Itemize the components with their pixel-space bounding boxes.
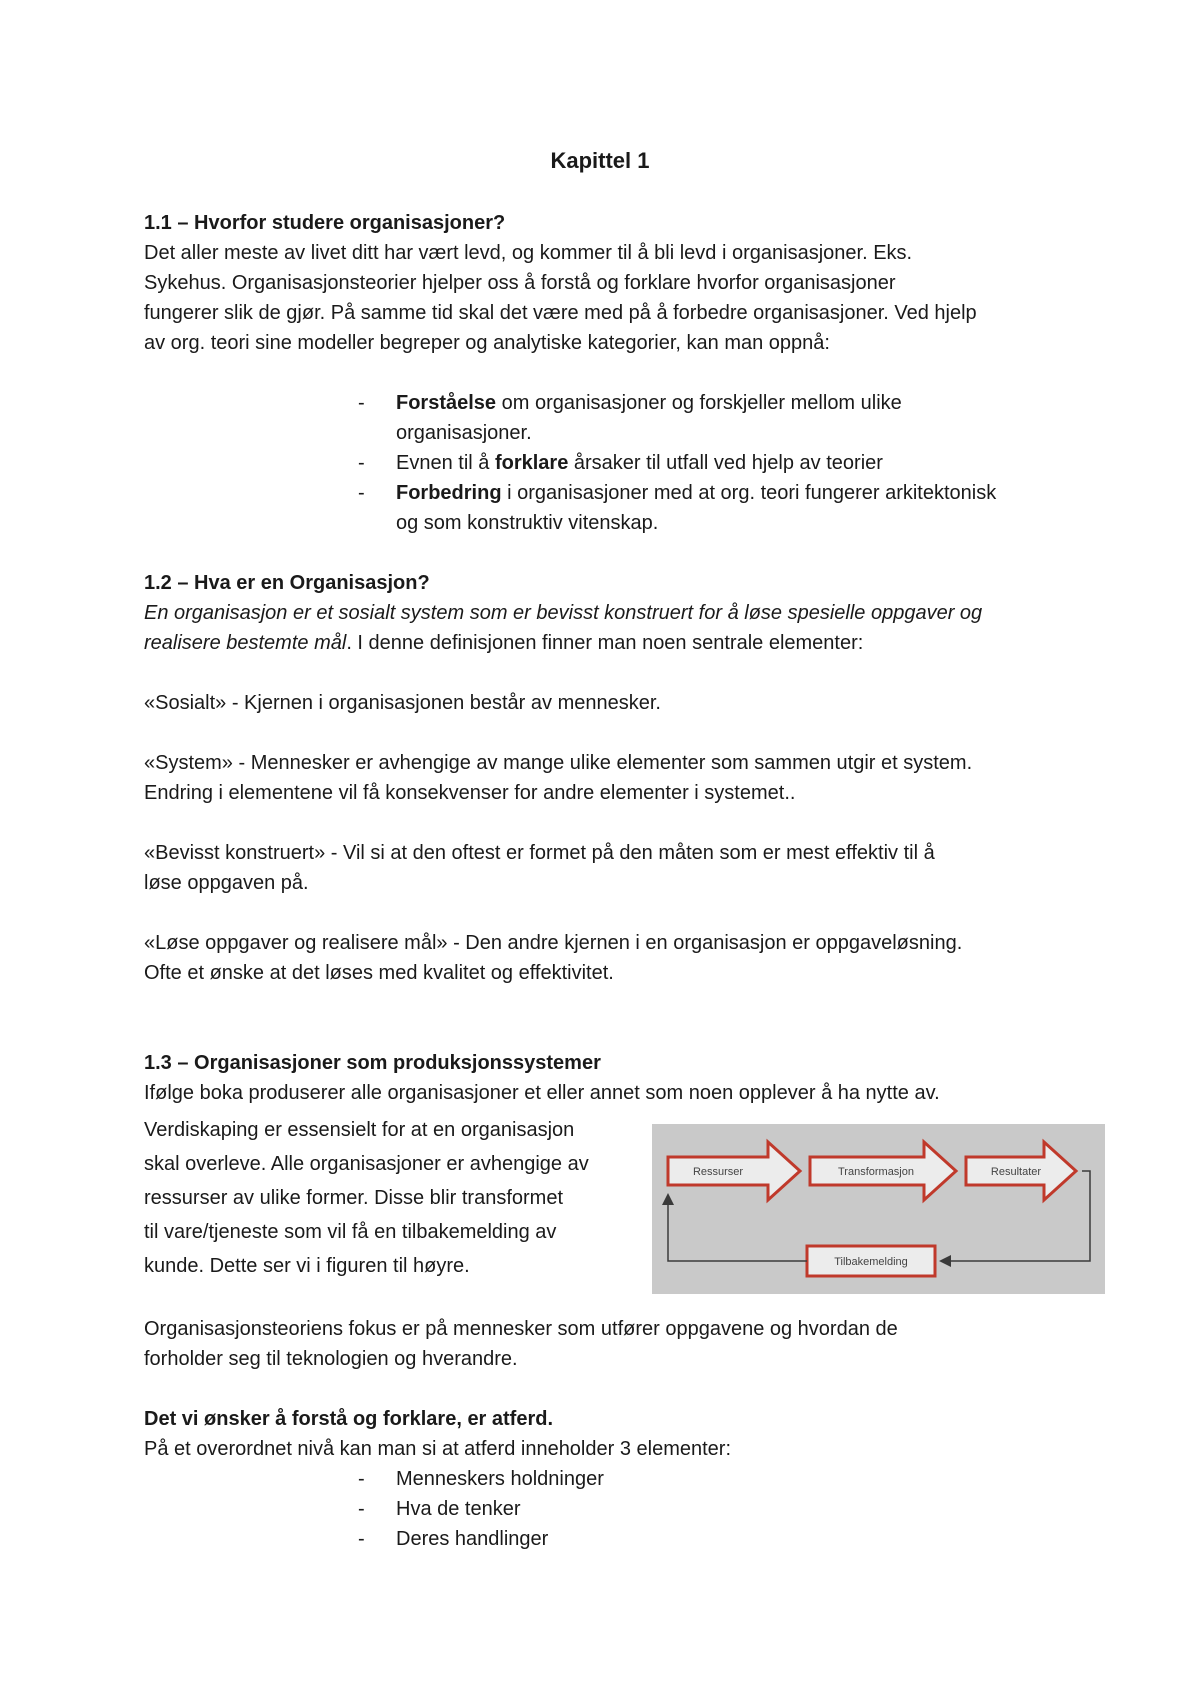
label-tilbakemelding: Tilbakemelding [834,1256,908,1268]
bullet-forstaelse [396,388,902,418]
element-sosialt: «Sosialt» - Kjernen i organisasjonen består av mennesker. [144,692,661,714]
bullet-continuation: organisasjoner. [396,422,532,444]
bullet-text: i organisasjoner med at org. teori fungerer arkitektonisk [501,482,997,504]
bullet-dash: - [358,482,365,504]
bullet-text: Evnen til å [396,452,495,474]
section-1-2-heading: 1.2 – Hva er en Organisasjon? [144,572,430,594]
section-1-3-heading: 1.3 – Organisasjoner som produksjonssystemer [144,1052,601,1074]
wrap-line: til vare/tjeneste som vil få en tilbakemelding av [144,1221,557,1243]
bullet-forbedring [396,478,996,508]
element-bevisst: «Bevisst konstruert» - Vil si at den oftest er formet på den måten som er mest effektiv til å [144,842,935,864]
definition-text: . I denne definisjonen finner man noen sentrale elementer: [346,632,864,654]
bullet-dash: - [358,1528,365,1550]
bullet-dash: - [358,452,365,474]
paragraph-line: forholder seg til teknologien og hverandre. [144,1348,518,1370]
wrap-line: skal overleve. Alle organisasjoner er avhengige av [144,1153,589,1175]
bullet-bold: forklare [494,452,569,474]
paragraph-line: Sykehus. Organisasjonsteorier hjelper oss å forstå og forklare hvorfor organisasjoner [144,272,896,294]
production-system-figure [652,1124,1105,1294]
element-system-cont: Endring i elementene vil få konsekvenser for andre elementer i systemet.. [144,782,796,804]
page-title: Kapittel 1 [550,148,650,173]
definition-line-2 [144,628,863,658]
label-transformasjon: Transformasjon [837,1166,915,1178]
bullet-dash: - [358,1468,365,1490]
section-1-1-heading: 1.1 – Hvorfor studere organisasjoner? [144,212,506,234]
list-item: Deres handlinger [396,1528,549,1550]
definition-line: En organisasjon er et sosialt system som er bevisst konstruert for å løse spesielle oppgaver og [144,602,983,624]
element-lose: «Løse oppgaver og realisere mål» - Den andre kjernen i en organisasjon er oppgaveløsning. [144,932,963,954]
bullet-forklare [396,448,883,478]
atferd-heading: Det vi ønsker å forstå og forklare, er atferd. [144,1408,554,1430]
list-item: Hva de tenker [396,1498,521,1520]
paragraph-line: Det aller meste av livet ditt har vært levd, og kommer til å bli levd i organisasjoner. Eks. [144,242,913,264]
label-resultater: Resultater [990,1166,1042,1178]
production-system-diagram [652,1124,1105,1294]
element-lose-cont: Ofte et ønske at det løses med kvalitet og effektivitet. [144,962,614,984]
wrap-line: kunde. Dette ser vi i figuren til høyre. [144,1255,470,1277]
paragraph-line: fungerer slik de gjør. På samme tid skal det være med på å forbedre organisasjoner. Ved hjelp [144,302,977,324]
bullet-dash: - [358,392,365,414]
paragraph-line: Organisasjonsteoriens fokus er på mennesker som utfører oppgavene og hvordan de [144,1318,898,1340]
feedback-line-left [668,1196,807,1261]
bullet-dash: - [358,1498,365,1520]
label-ressurser: Ressurser [692,1166,744,1178]
definition-italic: realisere bestemte mål [144,632,347,654]
bullet-bold: Forståelse [396,392,497,414]
list-item: Menneskers holdninger [396,1468,604,1490]
paragraph-line: av org. teori sine modeller begreper og analytiske kategorier, kan man oppnå: [144,332,830,354]
bullet-text: om organisasjoner og forskjeller mellom ulike [496,392,902,414]
wrap-line: Verdiskaping er essensielt for at en organisasjon [144,1119,575,1141]
wrap-line: ressurser av ulike former. Disse blir transformet [144,1187,564,1209]
paragraph-line: På et overordnet nivå kan man si at atferd inneholder 3 elementer: [144,1438,732,1460]
paragraph-line: Ifølge boka produserer alle organisasjoner et eller annet som noen opplever å ha nytte av. [144,1082,940,1104]
element-bevisst-cont: løse oppgaven på. [144,872,309,894]
bullet-text: årsaker til utfall ved hjelp av teorier [568,452,883,474]
element-system: «System» - Mennesker er avhengige av mange ulike elementer som sammen utgir et system. [144,752,973,774]
bullet-continuation: og som konstruktiv vitenskap. [396,512,659,534]
bullet-bold: Forbedring [396,482,502,504]
